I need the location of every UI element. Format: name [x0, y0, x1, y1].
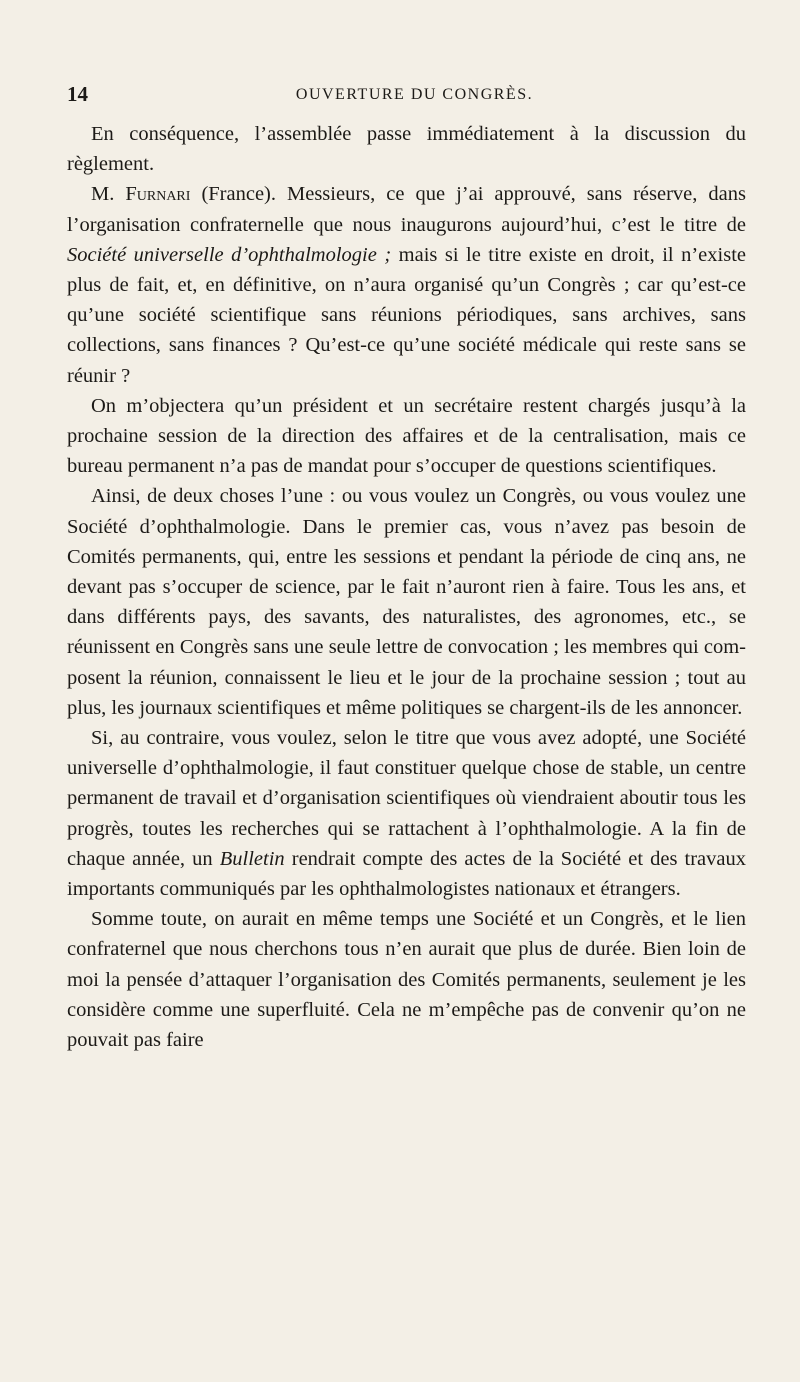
emphasis-society-title: Société universelle d’ophthalmologie ; — [67, 243, 392, 266]
paragraph-furnari-speech — [67, 179, 746, 390]
paragraph-text: En conséquence, l’assemblée passe immédiatement à la discussion du règlement. — [67, 123, 746, 176]
running-title: OUVERTURE DU CONGRÈS. — [295, 86, 534, 103]
paragraph-discussion — [67, 119, 746, 179]
paragraph-text: (France). Messieurs, ce que j’ai approuvé, sans réserve, dans l’organisation confraternelle que nous inaugurons aujourd’hui, c’est le titre de — [67, 183, 746, 236]
paragraph-text: rendrait compte des actes de la Société et des travaux importants communiqués par les ophthalmologistes nationaux et étrangers. — [67, 847, 747, 901]
paragraph-text: mais si le titre existe en droit, il n’existe plus de fait, et, en définitive, on n’aura organisé qu’un Congrès ; car qu’est-ce qu’une société scientifique sans réunions périodiques, sans archives, sans collections, sans finances ? Qu’est-ce qu’une société médicale qui reste sans se réunir ? — [67, 243, 746, 387]
paragraph-objection — [67, 391, 746, 482]
body-text — [67, 119, 746, 1055]
page-number: 14 — [67, 82, 88, 106]
paragraph-two-choices — [67, 481, 746, 723]
speaker-name: M. Furnari — [91, 183, 191, 206]
paragraph-text: On m’objectera qu’un président et un secrétaire restent chargés jusqu’à la prochaine session de la direction des affaires et de la centralisation, mais ce bureau permanent n’a pas de mandat pour s’occuper de questions scientifiques. — [67, 394, 746, 478]
paragraph-summary — [67, 904, 746, 1055]
paragraph-text: Si, au contraire, vous voulez, selon le titre que vous avez adopté, une Société universelle d’ophthalmologie, il faut constituer quelque chose de stable, un centre permanent de travail et d’organisation scientifiques où viendraient aboutir tous les progrès, toutes les recherches qui se rattachent à l’ophthalmologie. A la fin de chaque année, un — [67, 727, 746, 870]
paragraph-text: Ainsi, de deux choses l’une : ou vous voulez un Congrès, ou vous voulez une Société d’ophthalmologie. Dans le premier cas, vous n’avez pas besoin de Comités permanents, qui, entre les sessions et pendant la période de cinq ans, ne devant pas s’occuper de science, par le fait n’auront rien à faire. Tous les ans, et dans différents pays, des savants, des naturalistes, des agronomes, etc., se réunissent en Congrès sans une seule lettre de convocation ; les membres qui composent la réunion, connaissent le lieu et le jour de la prochaine session ; tout au plus, les journaux scientifiques et même politiques se chargent-ils de les annoncer. — [67, 485, 746, 719]
running-head — [67, 82, 746, 110]
paragraph-text: Somme toute, on aurait en même temps une Société et un Congrès, et le lien confraternel que nous cherchons tous n’en aurait que plus de durée. Bien loin de moi la pensée d’attaquer l’organisation des Comités permanents, seulement je les considère comme une superfluité. Cela ne m’empêche pas de convenir qu’on ne pouvait pas faire — [67, 908, 746, 1052]
paragraph-universal-society — [67, 723, 746, 904]
emphasis-bulletin: Bulletin — [219, 847, 285, 870]
